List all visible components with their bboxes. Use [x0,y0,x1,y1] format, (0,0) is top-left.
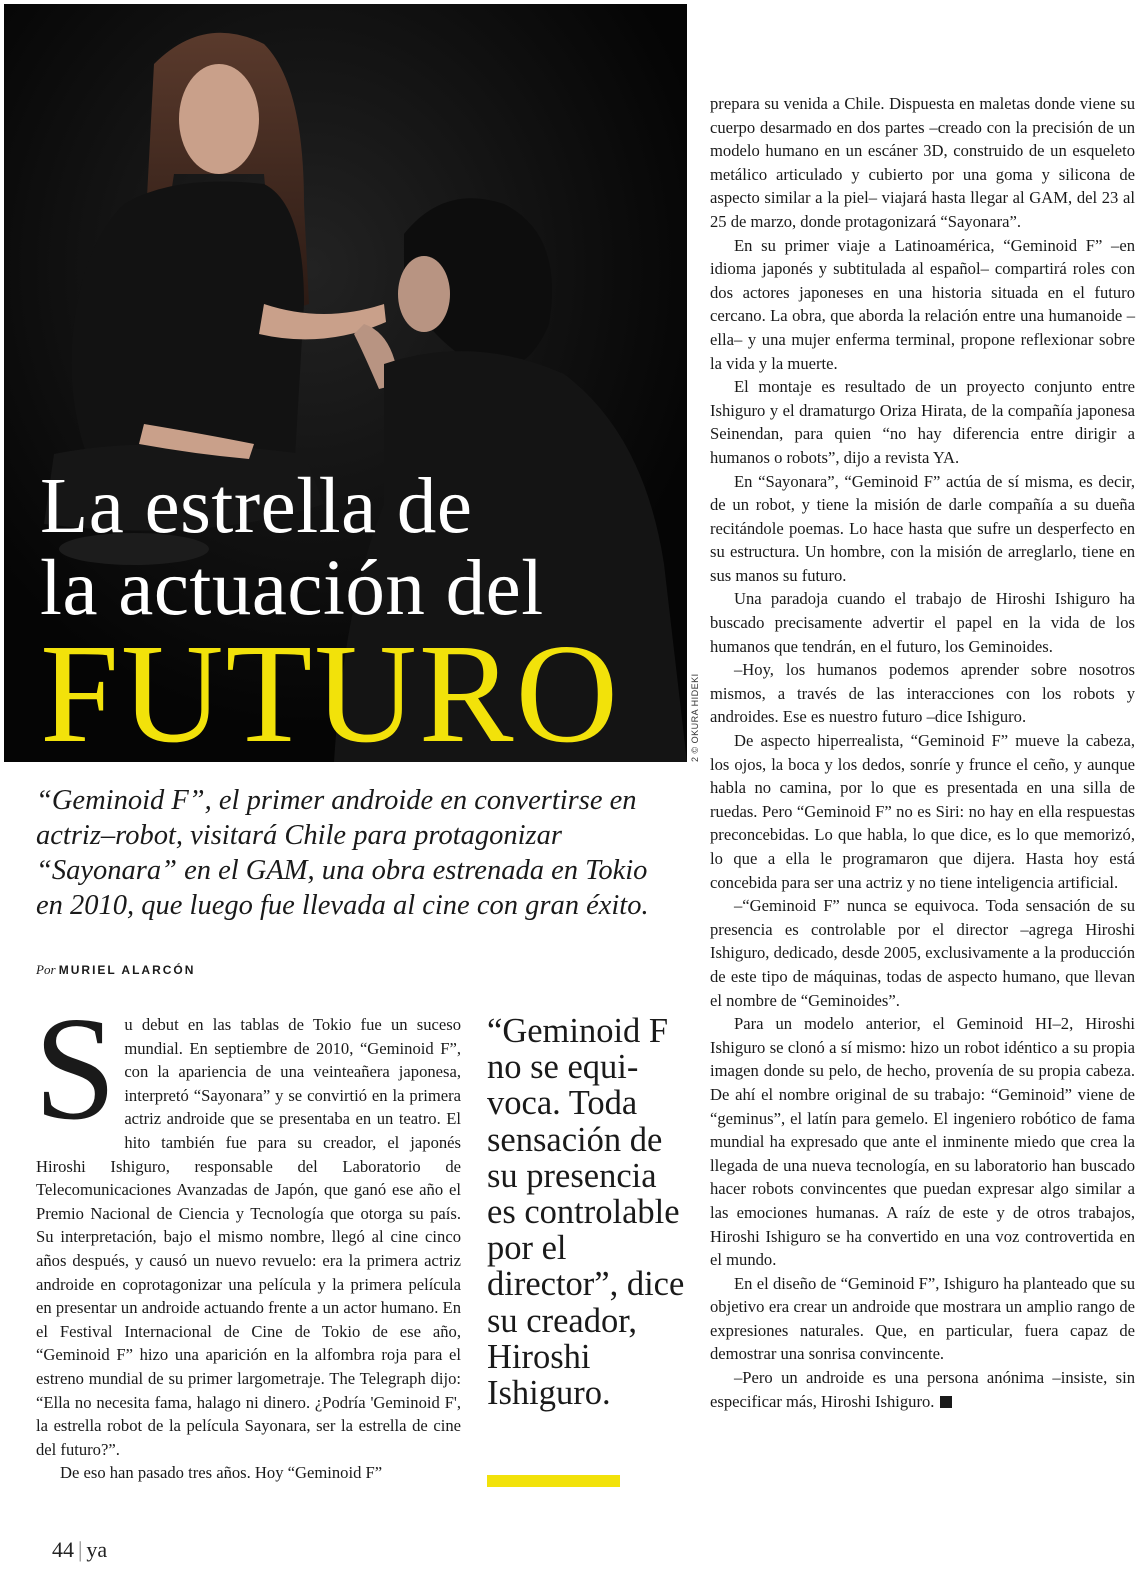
photo-credit-text: 2 © OKURA HIDEKI [690,673,700,762]
end-mark-icon [940,1396,952,1408]
photo-credit [689,668,703,763]
headline-line-1: La estrella de [40,463,473,550]
drop-cap: S [34,987,117,1151]
body-paragraph: En su primer viaje a Latinoamérica, “Geminoid F” –en idioma japonés y subtitulada al español– compartirá roles con dos actores japoneses en una historia situada en el futuro cercano. La obra, que aborda la relación entre una humanoide –ella– y una mujer enferma terminal, propone reflexionar sobre la vida y la muerte. [710,235,1135,373]
folio [52,1537,107,1563]
body-column-2 [710,92,1135,1413]
hero-photo [4,4,687,762]
body-column-1 [34,987,461,1485]
byline-prefix: Por [36,962,56,977]
body-text: u debut en las tablas de Tokio fue un suceso mundial. En septiembre de 2010, “Geminoid F”, con la apariencia de una veinteañera japonesa, interpretó “Sayonara” y se convirtió en la primera actriz androide que se presentaba en un teatro. El hito también fue para su creador, el japonés Hiroshi Ishiguro, responsable del Laboratorio de Telecomunicaciones Avanzadas de Japón, que ganó ese año el Premio Nacional de Ciencia y Tecnología que otorga su país. Su interpretación, bajo el mismo nombre, llegó al cine cinco años después, y causó un nuevo revuelo: era la primera actriz androide en coprotagonizar una película y la primera película en presentar un androide actuando frente a un actor humano. En el Festival Internacional de Cine de Tokio de ese año, “Geminoid F” hizo una aparición en la alfombra roja para el estreno mundial de su primer largometraje. The Telegraph dijo: “Ella no necesita fama, halago ni dinero. ¿Podría 'Geminoid F', la estrella robot de la película Sayonara, ser la estrella de cine del futuro?”. [36,1015,461,1459]
body-paragraph: En el diseño de “Geminoid F”, Ishiguro ha planteado que su objetivo era crear un androide que mostrara un amplio rango de expresiones naturales. Que, en particular, fuera capaz de demostrar una sonrisa convincente. [710,1273,1135,1364]
headline-line-3: FUTURO [40,614,621,762]
byline [36,962,195,978]
body-paragraph: –“Geminoid F” nunca se equivoca. Toda sensación de su presencia es controlable por el director –agrega Hiroshi Ishiguro, dedicado, desde 2005, exclusivamente a la producción de este tipo de máquinas, todas de aspecto humano, que llevan el nombre de “Geminoides”. [710,896,1135,1010]
headline [40,463,621,762]
headline-line-2: la actuación del [40,545,544,632]
byline-author: MURIEL ALARCÓN [58,963,196,977]
magazine-brand: ya [86,1537,108,1562]
body-paragraph: –Hoy, los humanos podemos aprender sobre nosotros mismos, a través de las interacciones con los robots y androides. Ese es nuestro futuro –dice Ishiguro. [710,660,1135,727]
body-paragraph: De aspecto hiperrealista, “Geminoid F” mueve la cabeza, los ojos, la boca y los dedos, sonríe y frunce el ceño, y aunque habla no camina, por lo que es presentada en una silla de ruedas. Pero “Geminoid F” no es Siri: no hay en ella respuestas preconcebidas. Lo que habla, lo que dice, es lo que memorizó, lo que a ella le programaron que dijera. Hasta hoy está concebida para ser una actriz y no tiene inteligencia artificial. [710,731,1135,892]
body-paragraph [710,1366,1135,1413]
body-paragraph: prepara su venida a Chile. Dispuesta en maletas donde viene su cuerpo desarmado en dos partes –creado con la precisión de un modelo humano en un escáner 3D, construido de un esqueleto metálico articulado y cubierto por una goma y silicona de aspecto similar a la piel– viajará hasta llegar al GAM, del 23 al 25 de marzo, donde protagonizará “Sayonara”. [710,94,1135,231]
body-paragraph: Una paradoja cuando el trabajo de Hiroshi Ishiguro ha buscado precisamente advertir el papel en la vida de los humanos que tendrán, en el futuro, los Geminoides. [710,589,1135,656]
body-paragraph: De eso han pasado tres años. Hoy “Geminoid F” [60,1463,383,1483]
folio-separator: | [78,1537,83,1562]
pull-quote-accent-bar [487,1475,620,1487]
deck: “Geminoid F”, el primer androide en convertirse en actriz–robot, visitará Chile para protagonizar “Sayonara” en el GAM, una obra estrenada en Tokio en 2010, que luego fue llevada al cine con gran éxito. [36,785,649,921]
body-paragraph: Para un modelo anterior, el Geminoid HI–2, Hiroshi Ishiguro se clonó a sí mismo: hizo un robot idéntico a su propia imagen donde su pelo, de hecho, provenía de su propia cabeza. De ahí el nombre original de su trabajo: “Geminoid” viene de “geminus”, el latín para gemelo. El ingeniero robótico de fama mundial ha expresado que ante el inminente miedo que crea la llegada de una nueva tecnología, en su laboratorio han buscado hacer robots convincentes que puedan expresar algo similar a las emociones humanas. A raíz de este y de otros trabajos, Hiroshi Ishiguro se ha convertido en una voz controvertida en el mundo. [710,1014,1135,1270]
body-paragraph: En “Sayonara”, “Geminoid F” actúa de sí misma, es decir, de un robot, y tiene la misión de darle compañía a su dueña recitándole poemas. Lo hace hasta que sufre un desperfecto en su estructura. Un hombre, con la misión de arreglarlo, tiene en sus manos su futuro. [710,471,1135,585]
pull-quote: “Geminoid F no se equivoca. Toda sensación de su presencia es controlable por el director”, dice su creador, Hiroshi Ishiguro. [487,1012,685,1413]
page-number: 44 [52,1537,74,1562]
body-paragraph [34,987,461,1461]
body-paragraph: El montaje es resultado de un proyecto conjunto entre Ishiguro y el dramaturgo Oriza Hirata, de la compañía japonesa Seinendan, para quien “no hay diferencia entre dirigir a humanos o robots”, dijo a revista YA. [710,377,1135,467]
body-text: –Pero un androide es una persona anónima –insiste, sin especificar más, Hiroshi Ishiguro. [710,1368,1135,1411]
